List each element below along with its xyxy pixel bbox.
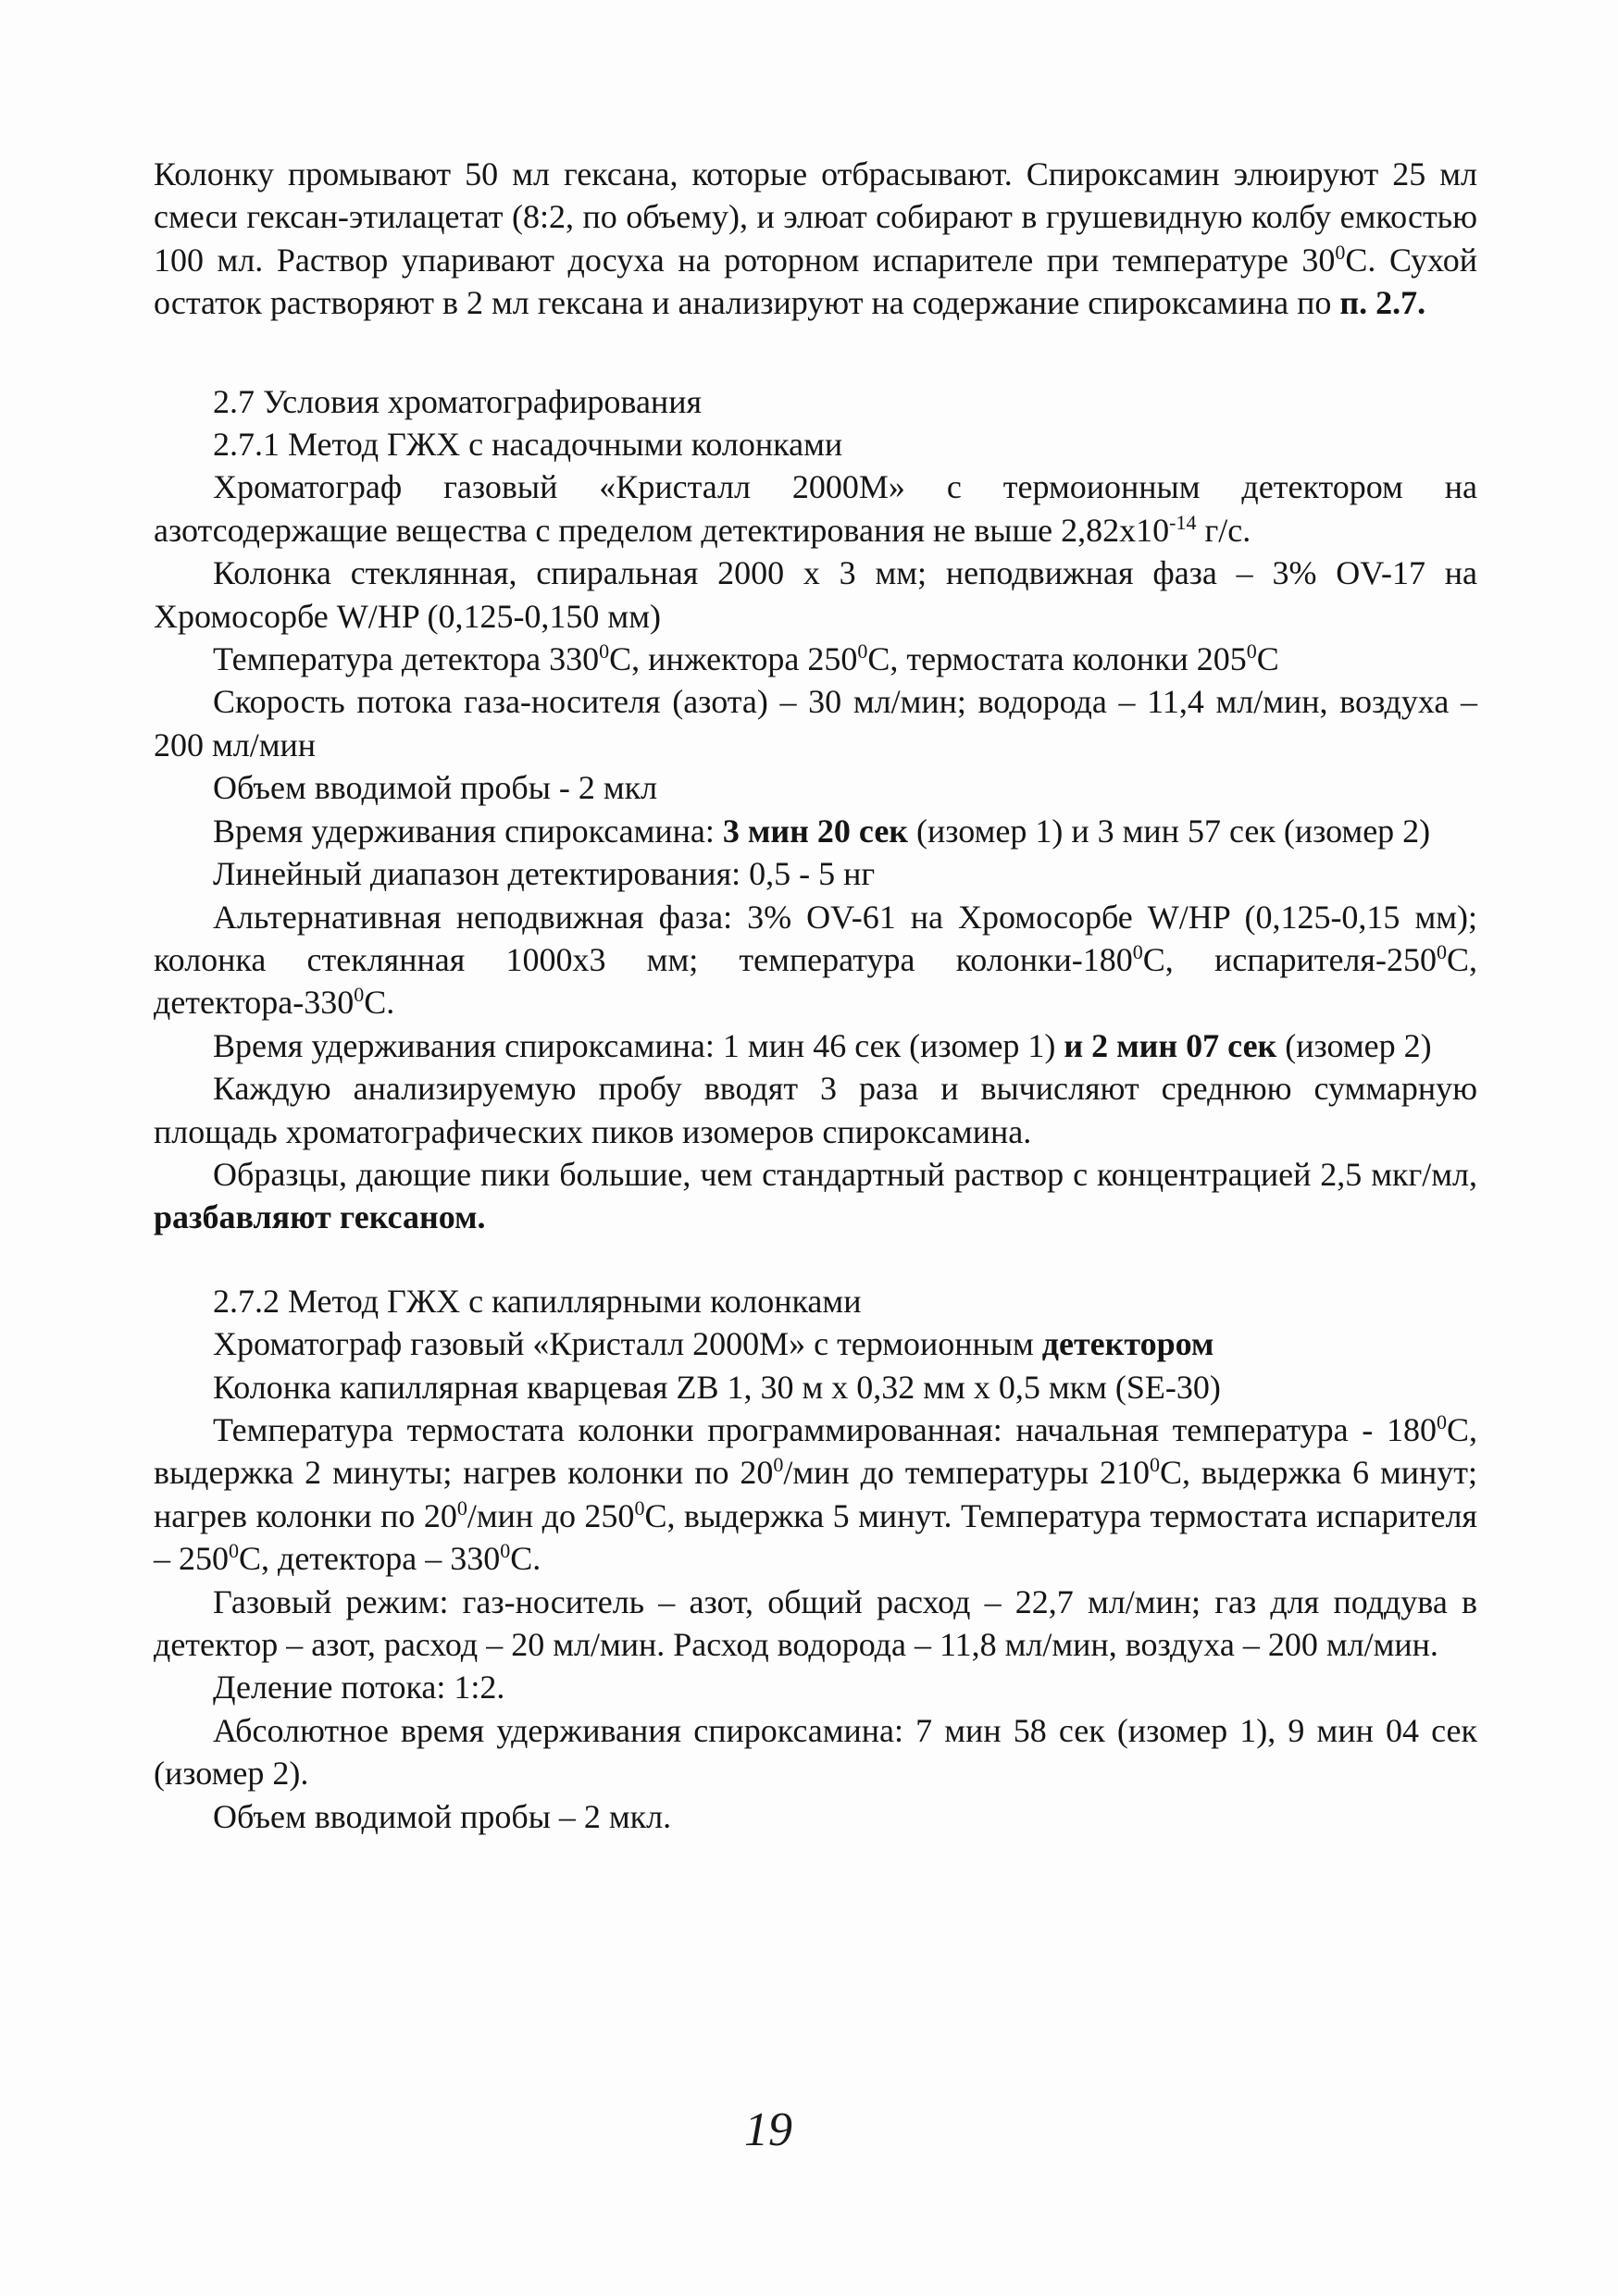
paragraph: Абсолютное время удерживания спироксамина: 7 мин 58 сек (изомер 1), 9 мин 04 сек (изомер 2).: [154, 1711, 1477, 1793]
paragraph: Альтернативная неподвижная фаза: 3% OV-61 на Хромосорбе W/HP (0,125-0,15 мм); колонка стеклянная 1000x3 мм; температура колонки-$180^0С$, испарителя-$250^0С$, детектора-$330^0С$.: [154, 898, 1477, 1022]
paragraph: Время удерживания спироксамина: 1 мин 46 сек (изомер 1) и 2 мин 07 сек (изомер 2): [213, 1026, 1432, 1064]
subsection-heading: 2.7.2 Метод ГЖХ с капиллярными колонками: [213, 1282, 862, 1320]
paragraph: Время удерживания спироксамина: 3 мин 20 сек (изомер 1) и 3 мин 57 сек (изомер 2): [213, 812, 1431, 850]
paragraph: Объем вводимой пробы - 2 мкл: [213, 769, 658, 807]
paragraph: Скорость потока газа-носителя (азота) – 30 мл/мин; водорода – 11,4 мл/мин, воздуха – 200 мл/мин: [154, 683, 1477, 763]
svg-text:19: 19: [744, 2104, 792, 2156]
paragraph: Газовый режим: газ-носитель – азот, общий расход – 22,7 мл/мин; газ для поддува в детектор – азот, расход – 20 мл/мин. Расход водорода – 11,8 мл/мин, воздуха – 200 мл/мин.: [154, 1582, 1477, 1663]
intro-paragraph: Колонку промывают 50 мл гексана, которые отбрасывают. Спироксамин элюируют 25 мл смеси гексан-этилацетат (8:2, по объему), и элюат собирают в грушевидную колбу емкостью 100 мл. Раствор упаривают досуха на роторном испарителе при температуре $30^0С$. Сухой остаток растворяют в 2 мл гексана и анализируют на содержание спироксамина по п. 2.7.: [154, 155, 1477, 322]
paragraph: Хроматограф газовый «Кристалл 2000М» с термоионным детектором на азотсодержащие вещества с пределом детектирования не выше $2,82x10^{-14}$ г/с.: [154, 468, 1477, 549]
paragraph: Колонка стеклянная, спиральная 2000 x 3 мм; неподвижная фаза – 3% OV-17 на Хромосорбе W/HP (0,125-0,150 мм): [154, 554, 1477, 635]
paragraph: Колонка капиллярная кварцевая ZB 1, 30 м x 0,32 мм x 0,5 мкм (SE-30): [213, 1368, 1221, 1406]
page-number: [741, 2099, 805, 2156]
paragraph: Хроматограф газовый «Кристалл 2000М» с термоионным детектором: [213, 1325, 1214, 1363]
paragraph: Объем вводимой пробы – 2 мкл.: [213, 1797, 672, 1835]
section-heading: 2.7 Условия хроматографирования: [213, 382, 703, 420]
document-body: [154, 153, 1477, 1838]
subsection-heading: 2.7.1 Метод ГЖХ с насадочными колонками: [213, 426, 843, 464]
paragraph: Деление потока: 1:2.: [213, 1669, 505, 1706]
paragraph: Линейный диапазон детектирования: 0,5 - 5 нг: [213, 855, 876, 893]
paragraph: Температура детектора $330^0С$, инжектора $250^0С$, термостата колонки $205^0С$: [213, 639, 1279, 678]
paragraph: Каждую анализируемую пробу вводят 3 раза и вычисляют среднюю суммарную площадь хроматографических пиков изомеров спироксамина.: [154, 1070, 1477, 1150]
paragraph: Температура термостата колонки программированная: начальная температура - $180^0С$, выдержка 2 минуты; нагрев колонки по $20^0$/мин до температуры $210^0С$, выдержка 6 минут; нагрев колонки по $20^0$/мин до $250^0С$, выдержка 5 минут. Температура термостата испарителя – $250^0С$, детектора – $330^0С$.: [154, 1409, 1478, 1578]
paragraph: Образцы, дающие пики большие, чем стандартный раствор с концентрацией 2,5 мкг/мл, разбавляют гексаном.: [154, 1155, 1477, 1236]
